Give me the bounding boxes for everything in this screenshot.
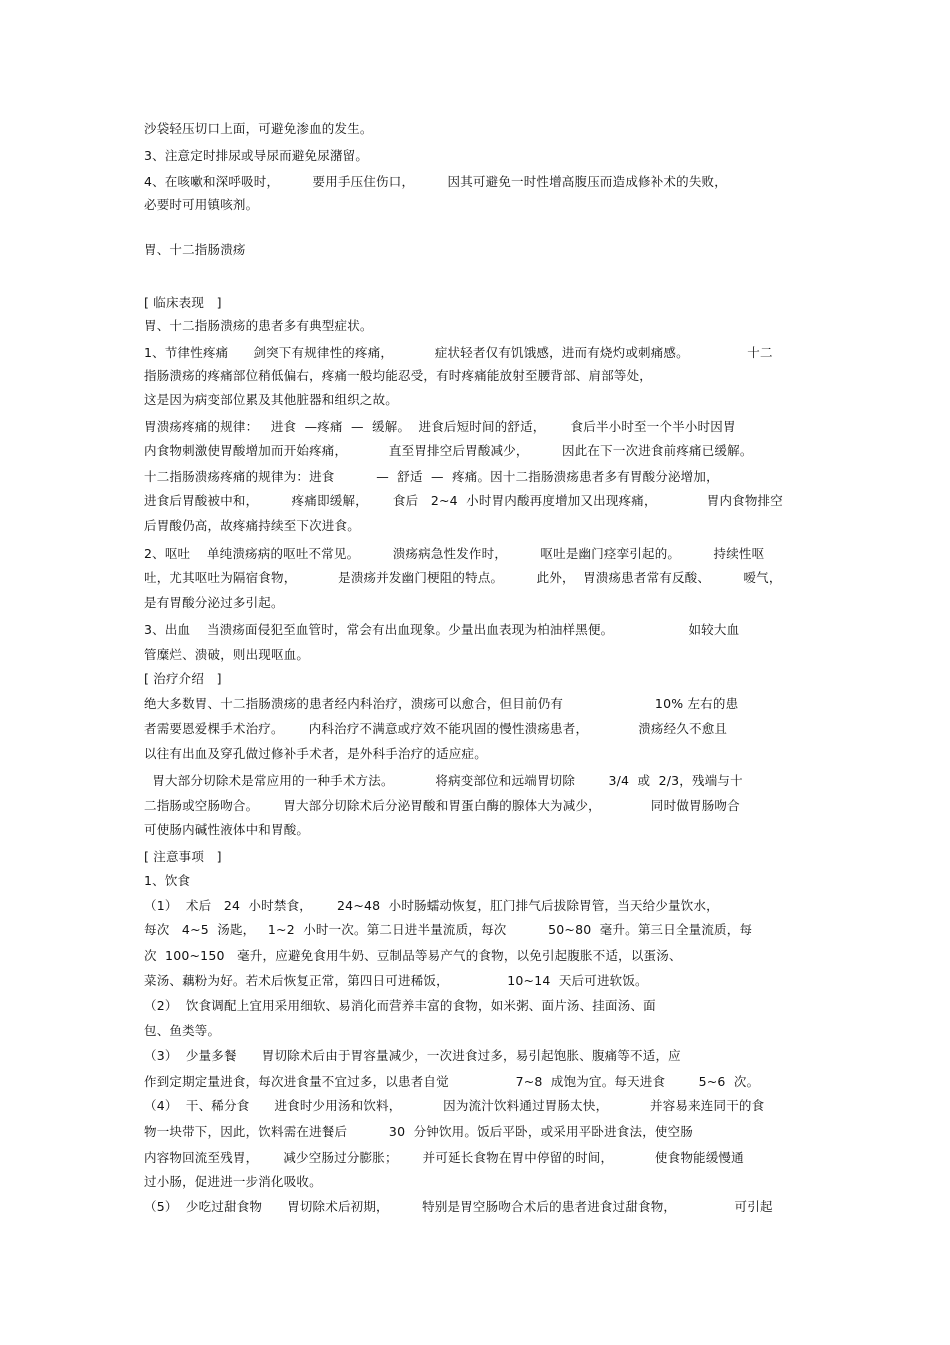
text-line: 次 100~150 毫升，应避免食用牛奶、豆制品等易产气的食物，以免引起腹胀不适，以蛋汤、 bbox=[144, 948, 682, 963]
text-line: （1） 术后 24 小时禁食， 24~48 小时肠蠕动恢复，肛门排气后拔除胃管，当天给少量饮水， bbox=[144, 898, 719, 913]
text-line: 这是因为病变部位累及其他脏器和组织之故。 bbox=[144, 392, 399, 407]
text-line: 绝大多数胃、十二指肠溃疡的患者经内科治疗，溃疡可以愈合，但目前仍有 10% 左右的患 bbox=[144, 696, 739, 711]
text-line: 二指肠或空肠吻合。 胃大部分切除术后分泌胃酸和胃蛋白酶的腺体大为减少， 同时做胃肠吻合 bbox=[144, 798, 740, 813]
text-line: 可使肠内碱性液体中和胃酸。 bbox=[144, 822, 310, 837]
text-line: （5） 少吃过甜食物 胃切除术后初期， 特别是胃空肠吻合术后的患者进食过甜食物， 可引起 bbox=[144, 1199, 773, 1214]
text-line: 过小肠，促进进一步消化吸收。 bbox=[144, 1174, 322, 1189]
text-line: （4） 干、稀分食 进食时少用汤和饮料， 因为流汁饮料通过胃肠太快， 并容易来连同干的食 bbox=[144, 1098, 765, 1113]
text-line: 胃大部分切除术是常应用的一种手术方法。 将病变部位和远端胃切除 3/4 或 2/3，残端与十 bbox=[144, 773, 743, 788]
text-line: 1、节律性疼痛 剑突下有规律性的疼痛， 症状轻者仅有饥饿感，进而有烧灼或刺痛感。 十二 bbox=[144, 345, 773, 360]
text-line: 十二指肠溃疡疼痛的规律为：进食 — 舒适 — 疼痛。因十二指肠溃疡患者多有胃酸分泌增加， bbox=[144, 469, 719, 484]
subsection-heading: [ 治疗介绍 ] bbox=[144, 671, 222, 686]
text-line: 物一块带下，因此，饮料需在进餐后 30 分钟饮用。饭后平卧，或采用平卧进食法，使空肠 bbox=[144, 1124, 693, 1139]
text-line: 4、在咳嗽和深呼吸时， 要用手压住伤口， 因其可避免一时性增高腹压而造成修补术的失败， bbox=[144, 174, 727, 189]
subsection-heading: [ 临床表现 ] bbox=[144, 295, 222, 310]
text-line: 必要时可用镇咳剂。 bbox=[144, 197, 259, 212]
text-line: 作到定期定量进食，每次进食量不宜过多，以患者自觉 7~8 成饱为宜。每天进食 5~6 次。 bbox=[144, 1074, 760, 1089]
text-line: 管糜烂、溃破，则出现呕血。 bbox=[144, 647, 310, 662]
text-line: 胃溃疡疼痛的规律： 进食 —疼痛 — 缓解。 进食后短时间的舒适， 食后半小时至一个半小时因胃 bbox=[144, 419, 736, 434]
text-line: 每次 4~5 汤匙， 1~2 小时一次。第二日进半量流质，每次 50~80 毫升。第三日全量流质，每 bbox=[144, 922, 753, 937]
text-line: 2、呕吐 单纯溃疡病的呕吐不常见。 溃疡病急性发作时， 呕吐是幽门痉挛引起的。 持续性呕 bbox=[144, 546, 765, 561]
text-line: 3、出血 当溃疡面侵犯至血管时，常会有出血现象。少量出血表现为柏油样黑便。 如较大血 bbox=[144, 622, 740, 637]
text-line: 菜汤、藕粉为好。若术后恢复正常，第四日可进稀饭， 10~14 天后可进软饭。 bbox=[144, 973, 648, 988]
section-heading: 胃、十二指肠溃疡 bbox=[144, 242, 246, 257]
text-line: 吐，尤其呕吐为隔宿食物， 是溃疡并发幽门梗阻的特点。 此外， 胃溃疡患者常有反酸、 嗳气， bbox=[144, 570, 782, 585]
text-line: 是有胃酸分泌过多引起。 bbox=[144, 595, 284, 610]
text-line: （3） 少量多餐 胃切除术后由于胃容量减少，一次进食过多，易引起饱胀、腹痛等不适，应 bbox=[144, 1048, 681, 1063]
text-line: 以往有出血及穿孔做过修补手术者，是外科手治疗的适应症。 bbox=[144, 746, 487, 761]
text-line: 沙袋轻压切口上面，可避免渗血的发生。 bbox=[144, 121, 373, 136]
text-line: 胃、十二指肠溃疡的患者多有典型症状。 bbox=[144, 318, 373, 333]
text-line: 1、饮食 bbox=[144, 873, 191, 888]
text-line: 者需要恩爱棵手术治疗。 内科治疗不满意或疗效不能巩固的慢性溃疡患者， 溃疡经久不愈且 bbox=[144, 721, 728, 736]
text-line: 指肠溃疡的疼痛部位稍低偏右，疼痛一般均能忍受，有时疼痛能放射至腰背部、肩部等处， bbox=[144, 368, 653, 383]
text-line: 3、注意定时排尿或导尿而避免尿潴留。 bbox=[144, 148, 369, 163]
subsection-heading: [ 注意事项 ] bbox=[144, 849, 222, 864]
text-line: 内容物回流至残胃， 减少空肠过分膨胀； 并可延长食物在胃中停留的时间， 使食物能缓慢通 bbox=[144, 1150, 744, 1165]
text-line: （2） 饮食调配上宜用采用细软、易消化而营养丰富的食物，如米粥、面片汤、挂面汤、面 bbox=[144, 998, 656, 1013]
text-line: 进食后胃酸被中和， 疼痛即缓解， 食后 2~4 小时胃内酸再度增加又出现疼痛， 胃内食物排空 bbox=[144, 493, 783, 508]
text-line: 包、鱼类等。 bbox=[144, 1023, 221, 1038]
text-line: 后胃酸仍高，故疼痛持续至下次进食。 bbox=[144, 518, 360, 533]
text-line: 内食物刺激使胃酸增加而开始疼痛， 直至胃排空后胃酸减少， 因此在下一次进食前疼痛已缓解。 bbox=[144, 443, 753, 458]
